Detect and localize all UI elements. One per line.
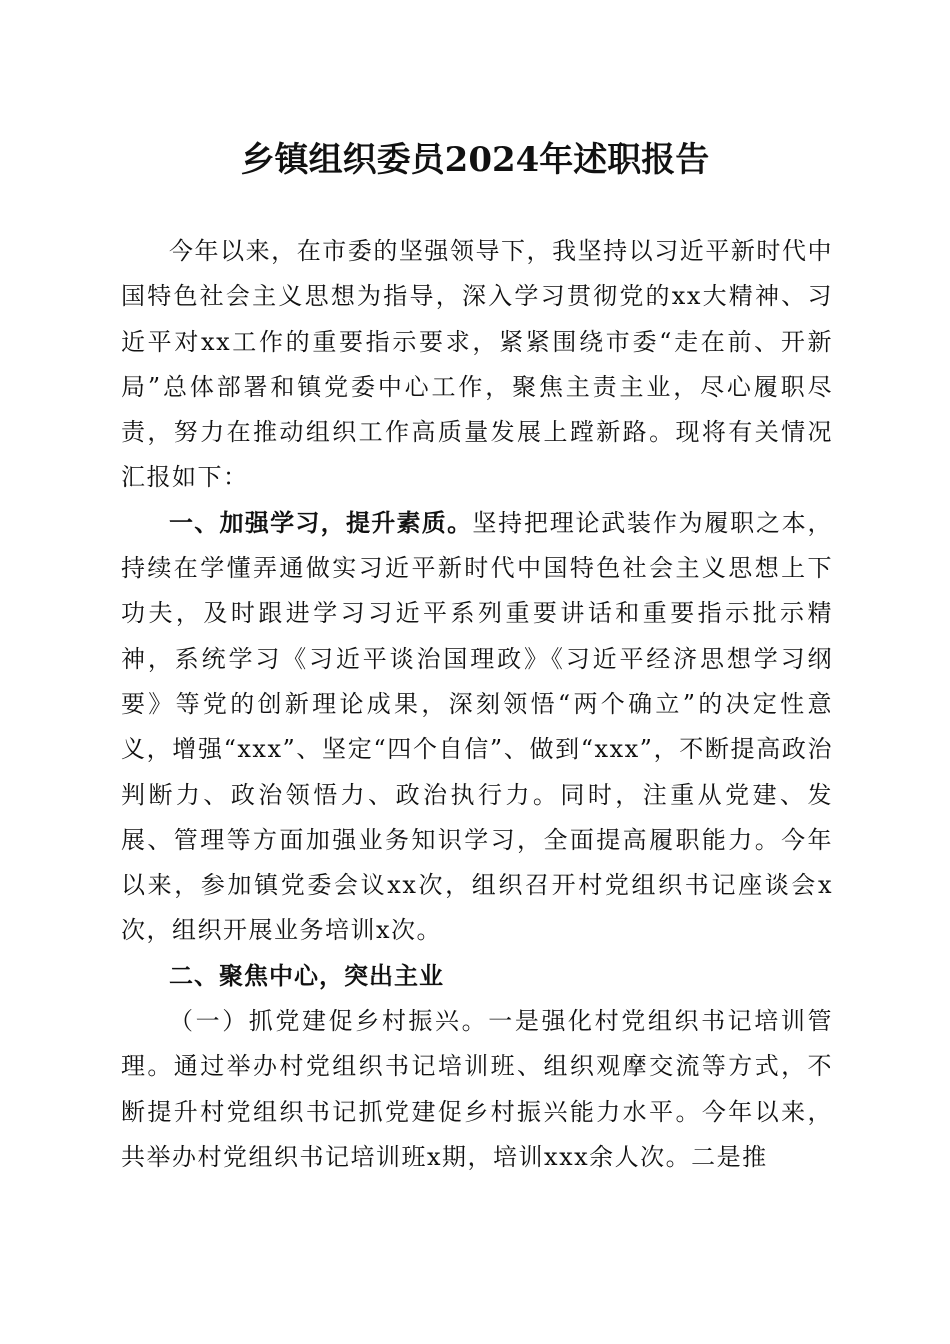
- section2-sub1-paragraph: （一）抓党建促乡村振兴。一是强化村党组织书记培训管理。通过举办村党组织书记培训班、组织观摩交流等方式，不断提升村党组织书记抓党建促乡村振兴能力水平。今年以来，共举办村党组织书记培训班x期，培训xxx余人次。二是推: [121, 1007, 833, 1171]
- section2-heading-paragraph: [121, 954, 833, 999]
- section1-heading: 一、加强学习，提升素质。: [169, 508, 473, 537]
- document-title: 乡镇组织委员2024年述职报告: [240, 140, 710, 180]
- intro-paragraph: 今年以来，在市委的坚强领导下，我坚持以习近平新时代中国特色社会主义思想为指导，深入学习贯彻党的xx大精神、习近平对xx工作的重要指示要求，紧紧围绕市委“走在前、开新局”总体部署和镇党委中心工作，聚焦主责主业，尽心履职尽责，努力在推动组织工作高质量发展上蹚新路。现将有关情况汇报如下：: [121, 237, 833, 492]
- section2-heading: 二、聚焦中心，突出主业: [169, 961, 444, 990]
- document-body: [121, 229, 833, 1180]
- section1-paragraph: [121, 501, 833, 954]
- section1-text: 坚持把理论武装作为履职之本，持续在学懂弄通做实习近平新时代中国特色社会主义思想上下功夫，及时跟进学习习近平系列重要讲话和重要指示批示精神，系统学习《习近平谈治国理政》《习近平经济思想学习纲要》等党的创新理论成果，深刻领悟“两个确立”的决定性意义，增强“xxx”、坚定“四个自信”、做到“xxx”，不断提高政治判断力、政治领悟力、政治执行力。同时，注重从党建、发展、管理等方面加强业务知识学习，全面提高履职能力。今年以来，参加镇党委会议xx次，组织召开村党组织书记座谈会x次，组织开展业务培训x次。: [121, 508, 833, 945]
